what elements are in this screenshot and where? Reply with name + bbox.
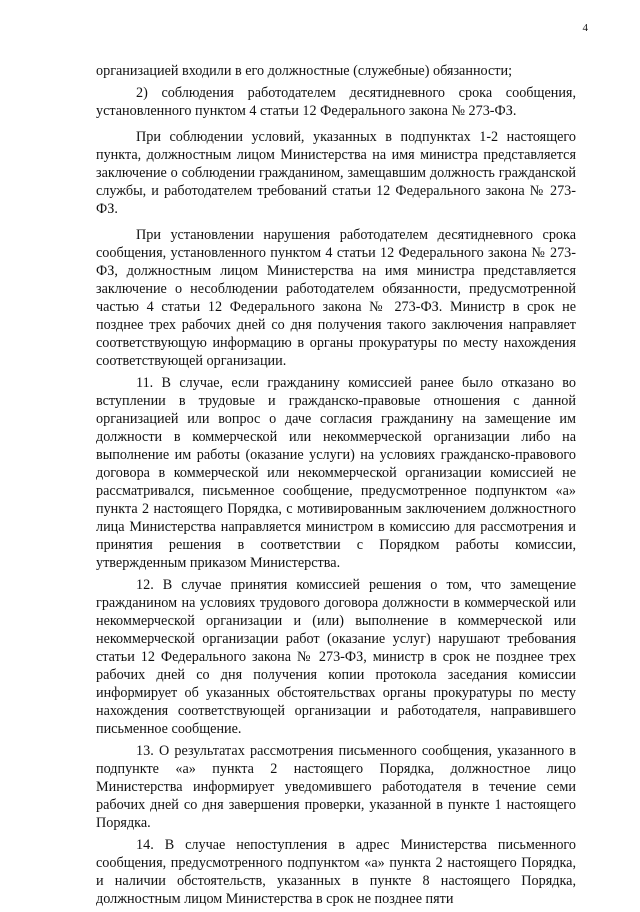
- paragraph-violation: При установлении нарушения работодателем десятидневного срока сообщения, установленного пунктом 4 статьи 12 Федерального закона № 273-ФЗ, должностным лицом Министерства на имя министра представляется заключение о несоблюдении работодателем обязанности, предусмотренной частью 4 статьи 12 Федерального закона № 273-ФЗ. Министр в срок не позднее трех рабочих дней со дня получения такого заключения направляет соответствующую информацию в органы прокуратуры по месту нахождения соответствующей организации.: [96, 227, 576, 369]
- document-body: [96, 62, 576, 912]
- paragraph-item-13: 13. О результатах рассмотрения письменного сообщения, указанного в подпункте «а» пункта 2 настоящего Порядка, должностное лицо Министерства информирует уведомившего работодателя в течение семи рабочих дней со дня завершения проверки, указанной в пункте 1 настоящего Порядка.: [96, 743, 576, 831]
- paragraph-continuation: организацией входили в его должностные (служебные) обязанности;: [96, 63, 513, 79]
- page-number: 4: [582, 22, 588, 34]
- paragraph-item-14: 14. В случае непоступления в адрес Министерства письменного сообщения, предусмотренного подпунктом «а» пункта 2 настоящего Порядка, и наличии обстоятельств, указанных в пункте 8 настоящего Порядка, должностным лицом Министерства в срок не позднее пяти: [96, 837, 576, 907]
- paragraph-item-11: 11. В случае, если гражданину комиссией ранее было отказано во вступлении в трудовые и гражданско-правовые отношения с данной организацией или вопрос о даче согласия гражданину на замещение им должности в коммерческой или некоммерческой организации либо на выполнение им работы (оказание услуги) на условиях гражданско-правового договора в коммерческой или некоммерческой организации комиссией не рассматривался, письменное сообщение, предусмотренное подпунктом «а» пункта 2 настоящего Порядка, с мотивированным заключением должностного лица Министерства направляется министром в комиссию для рассмотрения и принятия решения в соответствии с Порядком работы комиссии, утвержденным приказом Министерства.: [96, 375, 576, 571]
- paragraph-compliance: При соблюдении условий, указанных в подпунктах 1-2 настоящего пункта, должностным лицом Министерства на имя министра представляется заключение о соблюдении гражданином, замещавшим должность гражданской службы, и работодателем требований статьи 12 Федерального закона № 273-ФЗ.: [96, 129, 576, 217]
- paragraph-subitem-2: 2) соблюдения работодателем десятидневного срока сообщения, установленного пунктом 4 статьи 12 Федерального закона № 273-ФЗ.: [96, 85, 576, 119]
- paragraph-item-12: 12. В случае принятия комиссией решения о том, что замещение гражданином на условиях трудового договора должности в коммерческой или некоммерческой организации и (или) выполнение в коммерческой или некоммерческой организации работ (оказание услуг) нарушают требования статьи 12 Федерального закона № 273-ФЗ, министр в срок не позднее трех рабочих дней со дня получения копии протокола заседания комиссии информирует об указанных обстоятельствах органы прокуратуры по месту нахождения соответствующей организации и работодателя, направившего письменное сообщение.: [96, 577, 576, 737]
